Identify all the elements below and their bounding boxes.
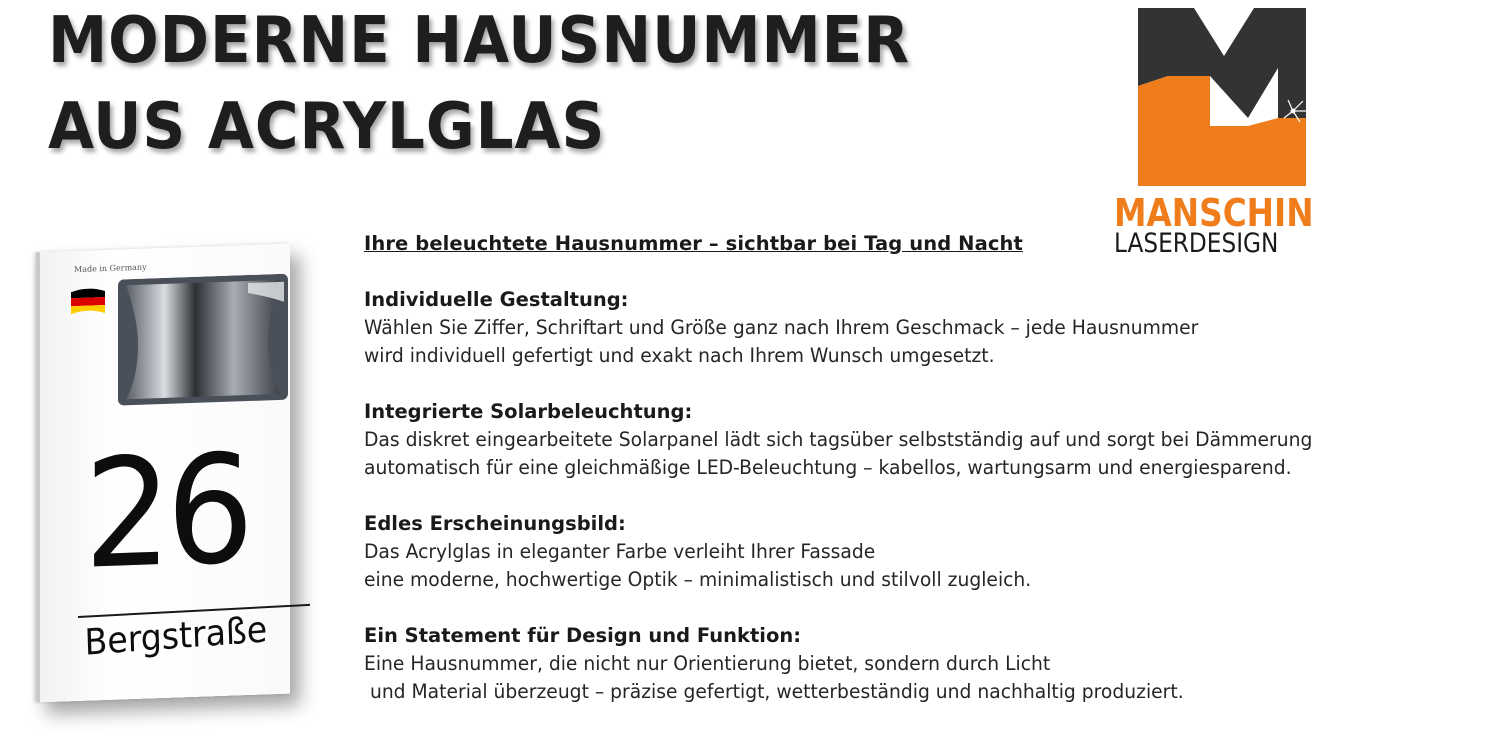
- section-text: Das diskret eingearbeitete Solarpanel lädt sich tagsüber selbstständig auf und sorgt bei Dämmerung: [364, 428, 1313, 451]
- section-statement: [364, 622, 1494, 706]
- section-appearance: [364, 510, 1494, 594]
- section-title: Individuelle Gestaltung:: [364, 288, 629, 311]
- brand-name-top: MANSCHIN: [1114, 191, 1314, 235]
- street-name: Bergstraße: [84, 609, 268, 664]
- section-text: Wählen Sie Ziffer, Schriftart und Größe ganz nach Ihrem Geschmack – jede Hausnummer: [364, 316, 1199, 339]
- section-text: eine moderne, hochwertige Optik – minimalistisch und stilvoll zugleich.: [364, 568, 1032, 591]
- headline-line-2: AUS ACRYLGLAS: [48, 90, 606, 164]
- made-in-germany-label: Made in Germany: [74, 262, 147, 275]
- intro-heading: Ihre beleuchtete Hausnummer – sichtbar bei Tag und Nacht: [364, 232, 1023, 255]
- section-title: Integrierte Solarbeleuchtung:: [364, 400, 693, 423]
- section-text: automatisch für eine gleichmäßige LED-Beleuchtung – kabellos, wartungsarm und energiesparend.: [364, 456, 1292, 479]
- description: [364, 230, 1494, 734]
- solar-lamp-icon: [118, 274, 288, 416]
- section-text: Eine Hausnummer, die nicht nur Orientierung bietet, sondern durch Licht: [364, 652, 1051, 675]
- section-text: wird individuell gefertigt und exakt nach Ihrem Wunsch umgesetzt.: [364, 344, 995, 367]
- section-title: Ein Statement für Design und Funktion:: [364, 624, 802, 647]
- manschin-logo-mark-icon: [1138, 8, 1306, 186]
- product-image: [14, 240, 304, 710]
- germany-flag-icon: [71, 287, 105, 314]
- brand-name-bottom: LASERDESIGN: [1114, 228, 1279, 259]
- section-text: und Material überzeugt – präzise gefertigt, wetterbeständig und nachhaltig produziert.: [364, 680, 1184, 703]
- section-solar-lighting: [364, 398, 1494, 482]
- house-number: 26: [84, 423, 249, 603]
- section-individual-design: [364, 286, 1494, 370]
- section-title: Edles Erscheinungsbild:: [364, 512, 626, 535]
- headline-line-1: MODERNE HAUSNUMMER: [48, 4, 910, 78]
- acrylic-plate: [36, 244, 290, 703]
- section-text: Das Acrylglas in eleganter Farbe verleiht Ihrer Fassade: [364, 540, 876, 563]
- brand-logo: [1112, 8, 1334, 258]
